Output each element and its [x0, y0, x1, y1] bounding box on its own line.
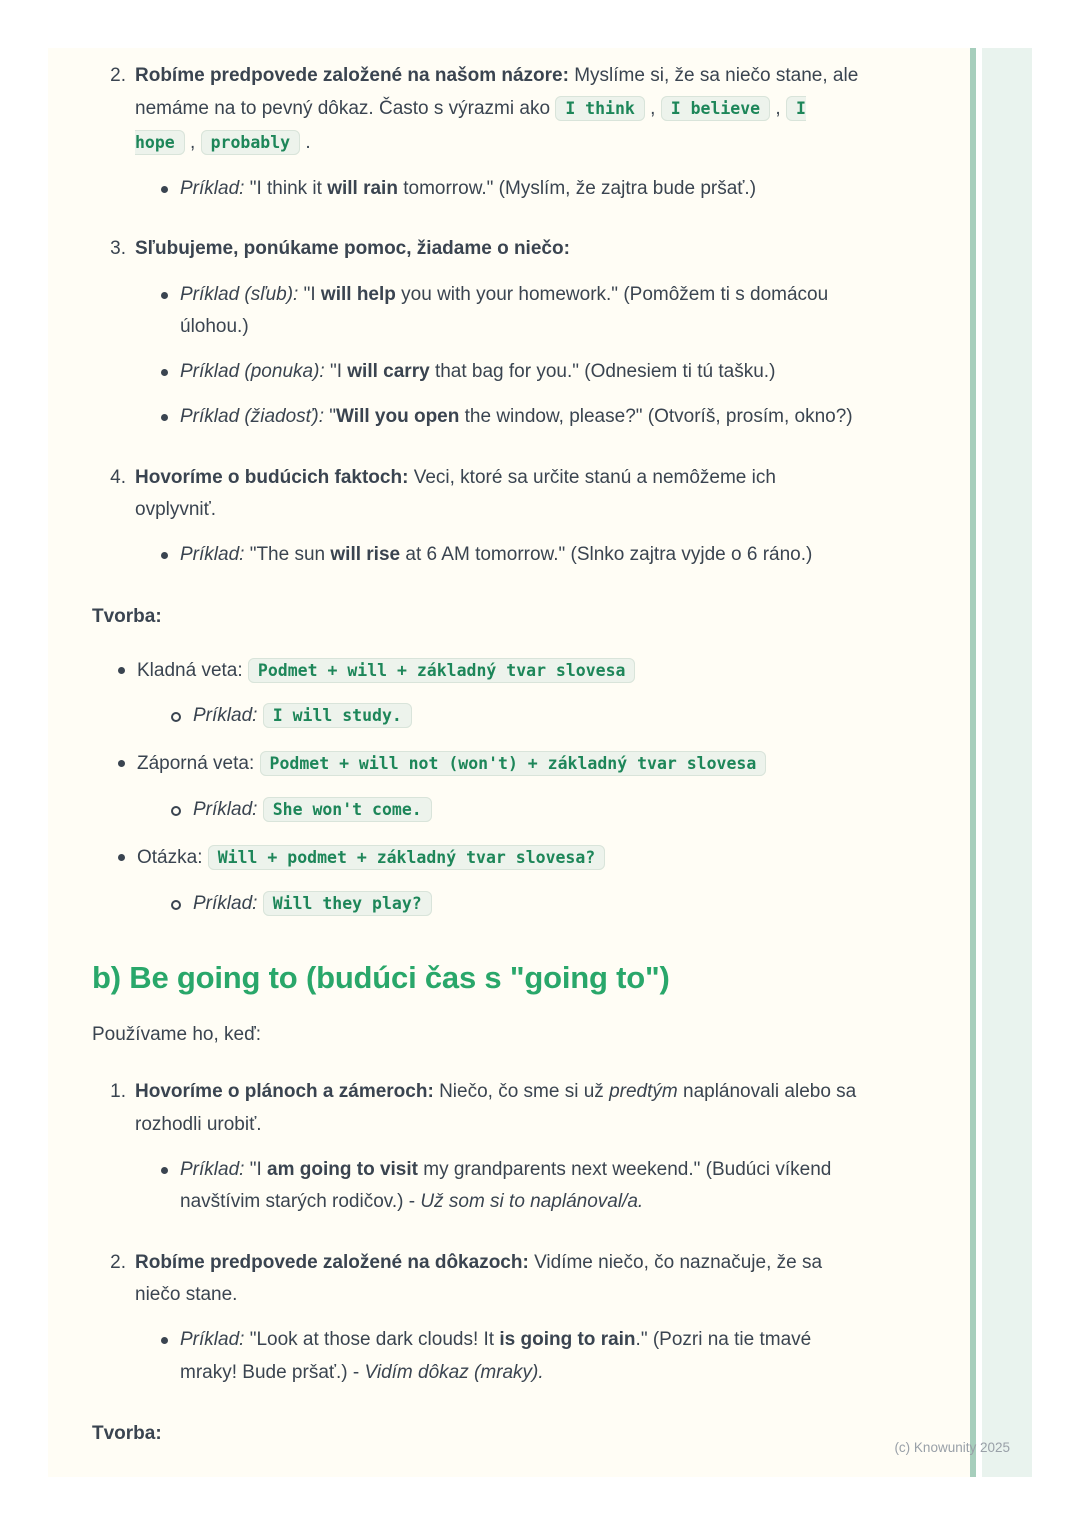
numbered-list-going-to-uses [92, 1076, 860, 1388]
inline-code-chip: Podmet + will + základný tvar slovesa [248, 658, 636, 683]
inline-code-chip: Will they play? [263, 891, 432, 916]
bullet-dot-icon [161, 369, 168, 376]
rich-text [135, 233, 860, 265]
plain-text: naplánovali alebo sa rozhodli urobiť. [135, 1081, 857, 1135]
numbered-list-item [100, 1247, 860, 1389]
plain-text: that bag for you." (Odnesiem ti tú tašku.) [429, 361, 776, 383]
example-bullet [135, 1154, 860, 1219]
plain-text: "The sun [244, 544, 331, 566]
plain-text [257, 893, 262, 914]
rich-text [180, 1154, 860, 1219]
example-bullet [135, 1324, 860, 1389]
list-item-number: 2. [110, 1251, 126, 1273]
formation-example [137, 699, 860, 733]
rich-text [180, 401, 860, 433]
plain-text: ." (Pozri na tie tmavé mraky! Bude pršať.) - [180, 1329, 812, 1383]
rich-text [180, 1324, 860, 1389]
plain-text: " [324, 406, 337, 428]
bold-text: Robíme predpovede založené na dôkazoch: [135, 1251, 529, 1273]
italic-text: Príklad: [180, 177, 245, 199]
list-item-number: 3. [110, 238, 126, 260]
bullet-circle-icon [171, 712, 181, 722]
formation-item-body [137, 747, 860, 827]
example-bullet [135, 279, 860, 344]
bold-text: Will you open [336, 406, 460, 428]
rich-text [135, 60, 860, 160]
inline-code-chip: probably [201, 130, 300, 155]
list-item-number: 4. [110, 466, 126, 488]
italic-text: Príklad: [193, 705, 258, 727]
bold-text: am going to visit [267, 1159, 418, 1181]
inline-code-chip: I believe [661, 96, 770, 121]
plain-text: you with your homework." (Pomôžem ti s domácou úlohou.) [180, 283, 829, 337]
bold-text: Hovoríme o plánoch a zámeroch: [135, 1081, 434, 1103]
rich-text [137, 747, 860, 781]
numbered-list-item [100, 462, 860, 572]
italic-text: predtým [609, 1081, 678, 1103]
plain-text: Záporná veta: [137, 753, 260, 775]
plain-text: Myslíme si, že sa niečo stane, ale nemáme na to pevný dôkaz. Často s výrazmi ako [135, 65, 859, 120]
rich-text [135, 1076, 860, 1141]
plain-text: "I [244, 1159, 268, 1181]
plain-text: , [644, 98, 661, 120]
bold-text: will rain [327, 177, 398, 199]
bullet-dot-icon [161, 414, 168, 421]
rich-text [180, 173, 860, 205]
rich-text [193, 699, 860, 733]
formation-example [137, 793, 860, 827]
bullet-circle-icon [171, 806, 181, 816]
bullet-dot-icon [161, 1167, 168, 1174]
plain-text: Vidíme niečo, čo naznačuje, že sa niečo stane. [135, 1251, 823, 1305]
italic-text: Príklad (žiadosť): [180, 406, 324, 428]
bullet-circle-icon [171, 900, 181, 910]
numbered-list-item [100, 60, 860, 205]
rich-text [137, 841, 860, 875]
inline-code-chip: I will study. [263, 703, 412, 728]
plain-text: my grandparents next weekend." (Budúci víkend navštívim starých rodičov.) - [180, 1159, 832, 1213]
plain-text: Niečo, čo sme si už [433, 1081, 610, 1103]
formation-heading-2: Tvorba: [92, 1422, 162, 1444]
inline-code-chip: She won't come. [263, 797, 432, 822]
formation-item-body [137, 841, 860, 921]
formation-example [137, 887, 860, 921]
plain-text: , [184, 132, 201, 154]
numbered-list-item [100, 1076, 860, 1218]
plain-text: at 6 AM tomorrow." (Slnko zajtra vyjde o 6 ráno.) [400, 544, 813, 566]
plain-text: "Look at those dark clouds! It [244, 1329, 500, 1351]
inline-code-chip: Will + podmet + základný tvar slovesa? [208, 845, 606, 870]
rich-text [135, 1247, 860, 1312]
inline-code-chip: Podmet + will not (won't) + základný tvar slovesa [260, 751, 767, 776]
rich-text [180, 279, 860, 344]
bold-text: will help [320, 283, 396, 305]
intro-paragraph: Používame ho, keď: [92, 1024, 262, 1046]
formation-item-body [137, 654, 860, 734]
formation-bullet-list [92, 654, 860, 921]
bullet-dot-icon [161, 1337, 168, 1344]
italic-text: Už som si to naplánoval/a. [420, 1191, 644, 1213]
bold-text: will carry [347, 361, 430, 383]
italic-text: Príklad: [193, 799, 258, 821]
italic-text: Príklad: [193, 892, 258, 914]
formation-item [100, 747, 860, 827]
bold-text: Hovoríme o budúcich faktoch: [135, 466, 409, 488]
formation-item [100, 841, 860, 921]
italic-text: Príklad: [180, 1159, 245, 1181]
italic-text: Príklad (sľub): [180, 283, 299, 305]
italic-text: Príklad: [180, 1329, 245, 1351]
plain-text: "I think it [244, 177, 328, 199]
italic-text: Vidím dôkaz (mraky). [364, 1361, 544, 1383]
bold-text: is going to rain [499, 1329, 636, 1351]
plain-text: "I [298, 283, 321, 305]
example-bullet [135, 356, 860, 388]
example-bullet [135, 173, 860, 205]
numbered-list-will-uses [92, 60, 860, 572]
bold-text: Sľubujeme, ponúkame pomoc, žiadame o niečo: [135, 238, 570, 260]
plain-text: Kladná veta: [137, 659, 248, 681]
bullet-dot-icon [118, 760, 125, 767]
rich-text [137, 654, 860, 688]
numbered-list-item [100, 233, 860, 433]
copyright-footer: (c) Knowunity 2025 [894, 1440, 1010, 1455]
document-page [48, 48, 976, 1477]
bullet-dot-icon [161, 292, 168, 299]
rich-text [135, 462, 860, 527]
formation-item [100, 654, 860, 734]
section-heading-be-going-to: b) Be going to (budúci čas s "going to") [92, 960, 670, 996]
italic-text: Príklad: [180, 544, 245, 566]
list-item-number: 1. [110, 1081, 126, 1103]
plain-text: "I [324, 361, 348, 383]
plain-text [257, 705, 262, 726]
example-bullet [135, 539, 860, 571]
rich-text [180, 356, 860, 388]
plain-text: . [300, 132, 311, 154]
rich-text [193, 793, 860, 827]
page-edge-bar [982, 48, 1032, 1477]
plain-text: Otázka: [137, 846, 208, 868]
plain-text: tomorrow." (Myslím, že zajtra bude pršať.) [397, 177, 757, 199]
rich-text [180, 539, 860, 571]
plain-text [257, 799, 262, 820]
list-item-body [135, 60, 860, 205]
example-bullet [135, 401, 860, 433]
document-content [48, 48, 970, 1445]
bullet-dot-icon [118, 854, 125, 861]
list-item-number: 2. [110, 65, 126, 86]
plain-text: Veci, ktoré sa určite stanú a nemôžeme ich ovplyvniť. [135, 466, 776, 520]
inline-code-chip: I think [555, 96, 645, 121]
plain-text: , [770, 98, 786, 120]
bold-text: will rise [330, 544, 401, 566]
rich-text [193, 887, 860, 921]
plain-text: the window, please?" (Otvoríš, prosím, okno?) [459, 406, 853, 428]
italic-text: Príklad (ponuka): [180, 361, 325, 383]
inline-code-chip: I hope [135, 96, 806, 155]
list-item-body [135, 1076, 860, 1218]
list-item-body [135, 233, 860, 433]
list-item-body [135, 1247, 860, 1389]
list-item-body [135, 462, 860, 572]
bullet-dot-icon [118, 667, 125, 674]
formation-heading-1: Tvorba: [92, 605, 162, 627]
bullet-dot-icon [161, 552, 168, 559]
bold-text: Robíme predpovede založené na našom názore: [135, 65, 569, 86]
bullet-dot-icon [161, 186, 168, 193]
